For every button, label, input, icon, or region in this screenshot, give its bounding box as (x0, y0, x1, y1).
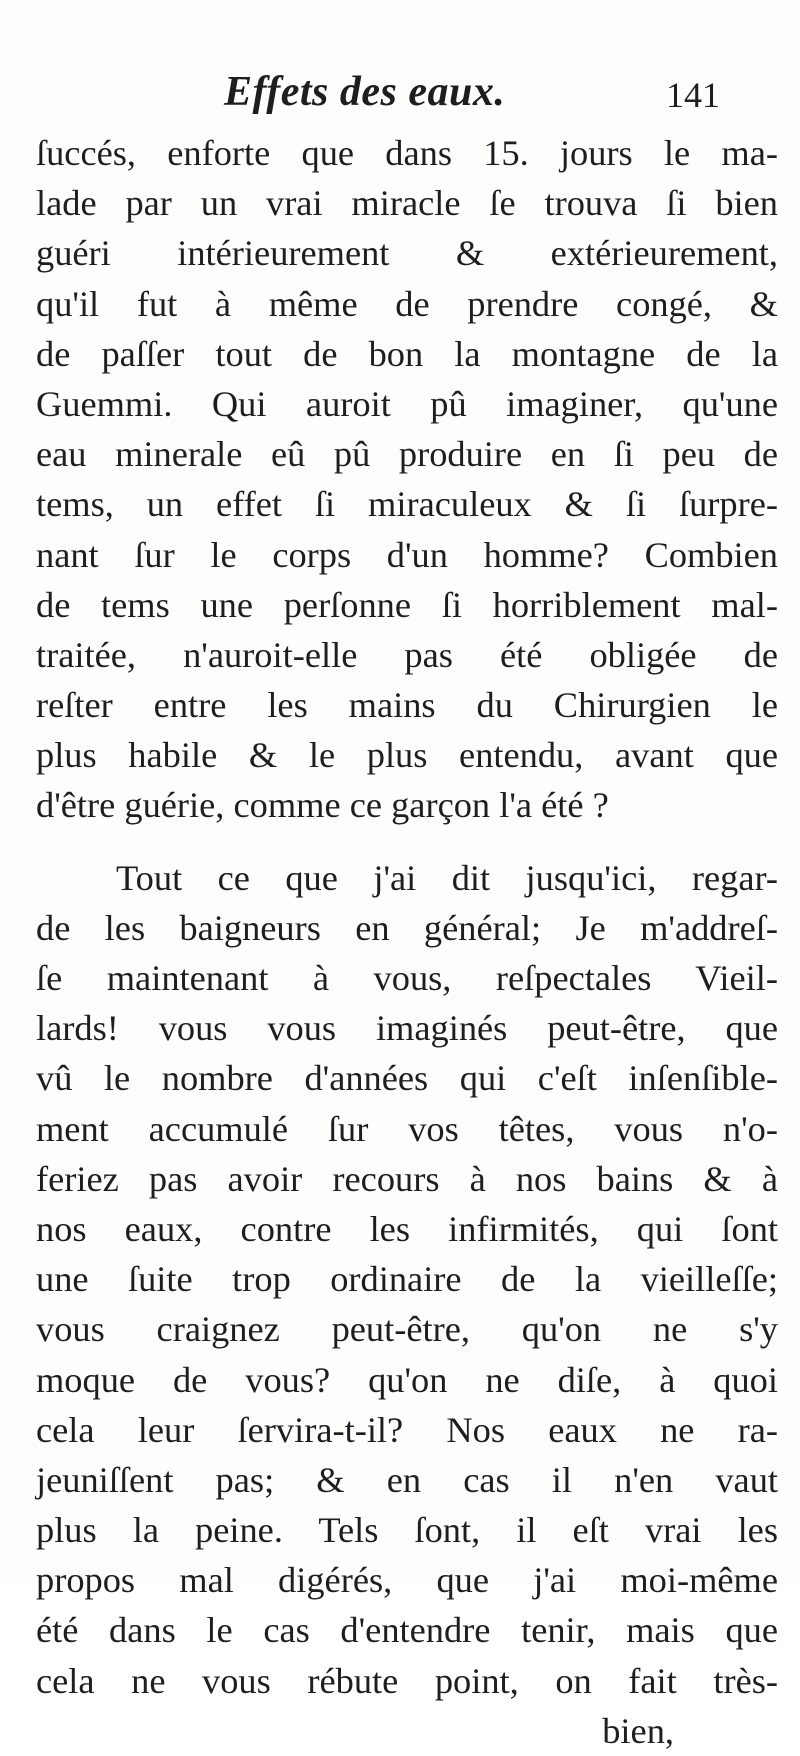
text-line: de les baigneurs en général; Je m'addreſ- (36, 907, 778, 948)
page-header (0, 68, 800, 118)
text-line: Tout ce que j'ai dit jusqu'ici, regar- (116, 857, 778, 898)
text-line: nant ſur le corps d'un homme? Combien (36, 534, 778, 575)
paragraph-2 (36, 853, 778, 1756)
text-line: feriez pas avoir recours à nos bains & à (36, 1158, 778, 1199)
text-line: guéri intérieurement & extérieurement, (36, 233, 778, 274)
text-line: cela leur ſervira-t-il? Nos eaux ne ra- (36, 1409, 778, 1450)
text-line: jeuniſſent pas; & en cas il n'en vaut (36, 1459, 778, 1500)
running-title: Effets des eaux. (224, 69, 506, 115)
text-line: plus habile & le plus entendu, avant que (36, 735, 778, 776)
text-line: cela ne vous rébute point, on fait très- (36, 1660, 778, 1701)
text-line: plus la peine. Tels ſont, il eſt vrai les (36, 1510, 778, 1551)
text-line: été dans le cas d'entendre tenir, mais que (36, 1610, 778, 1651)
text-line: d'être guérie, comme ce garçon l'a été ? (36, 785, 609, 826)
text-line: lards! vous vous imaginés peut-être, que (36, 1008, 778, 1049)
text-line: eau minerale eû pû produire en ſi peu de (36, 434, 778, 475)
text-line: de tems une perſonne ſi horriblement mal- (36, 584, 778, 625)
text-line: nos eaux, contre les infirmités, qui ſont (36, 1208, 778, 1249)
text-line: lade par un vrai miracle ſe trouva ſi bien (36, 183, 778, 224)
text-line: vous craignez peut-être, qu'on ne s'y (36, 1309, 778, 1350)
text-line: ſe maintenant à vous, reſpectales Vieil- (36, 958, 778, 998)
catchword: bien, (602, 1710, 674, 1751)
paragraph-1 (36, 128, 778, 831)
text-line: moque de vous? qu'on ne diſe, à quoi (36, 1359, 778, 1400)
text-line: ſuccés, enforte que dans 15. jours le ma- (36, 133, 778, 173)
text-line: qu'il fut à même de prendre congé, & (36, 283, 778, 324)
text-line: propos mal digérés, que j'ai moi-même (36, 1560, 778, 1601)
text-line: reſter entre les mains du Chirurgien le (36, 685, 778, 726)
text-line: traitée, n'auroit-elle pas été obligée de (36, 634, 778, 675)
text-line: une ſuite trop ordinaire de la vieilleſſe; (36, 1259, 778, 1300)
body-text (36, 128, 778, 1756)
text-line: de paſſer tout de bon la montagne de la (36, 333, 778, 374)
text-line: Guemmi. Qui auroit pû imaginer, qu'une (36, 383, 778, 424)
text-line: vû le nombre d'années qui c'eſt inſenſible- (36, 1058, 778, 1099)
page-number: 141 (666, 75, 720, 115)
text-line: ment accumulé ſur vos têtes, vous n'o- (36, 1108, 778, 1149)
text-line: tems, un effet ſi miraculeux & ſi ſurpre- (36, 484, 778, 525)
